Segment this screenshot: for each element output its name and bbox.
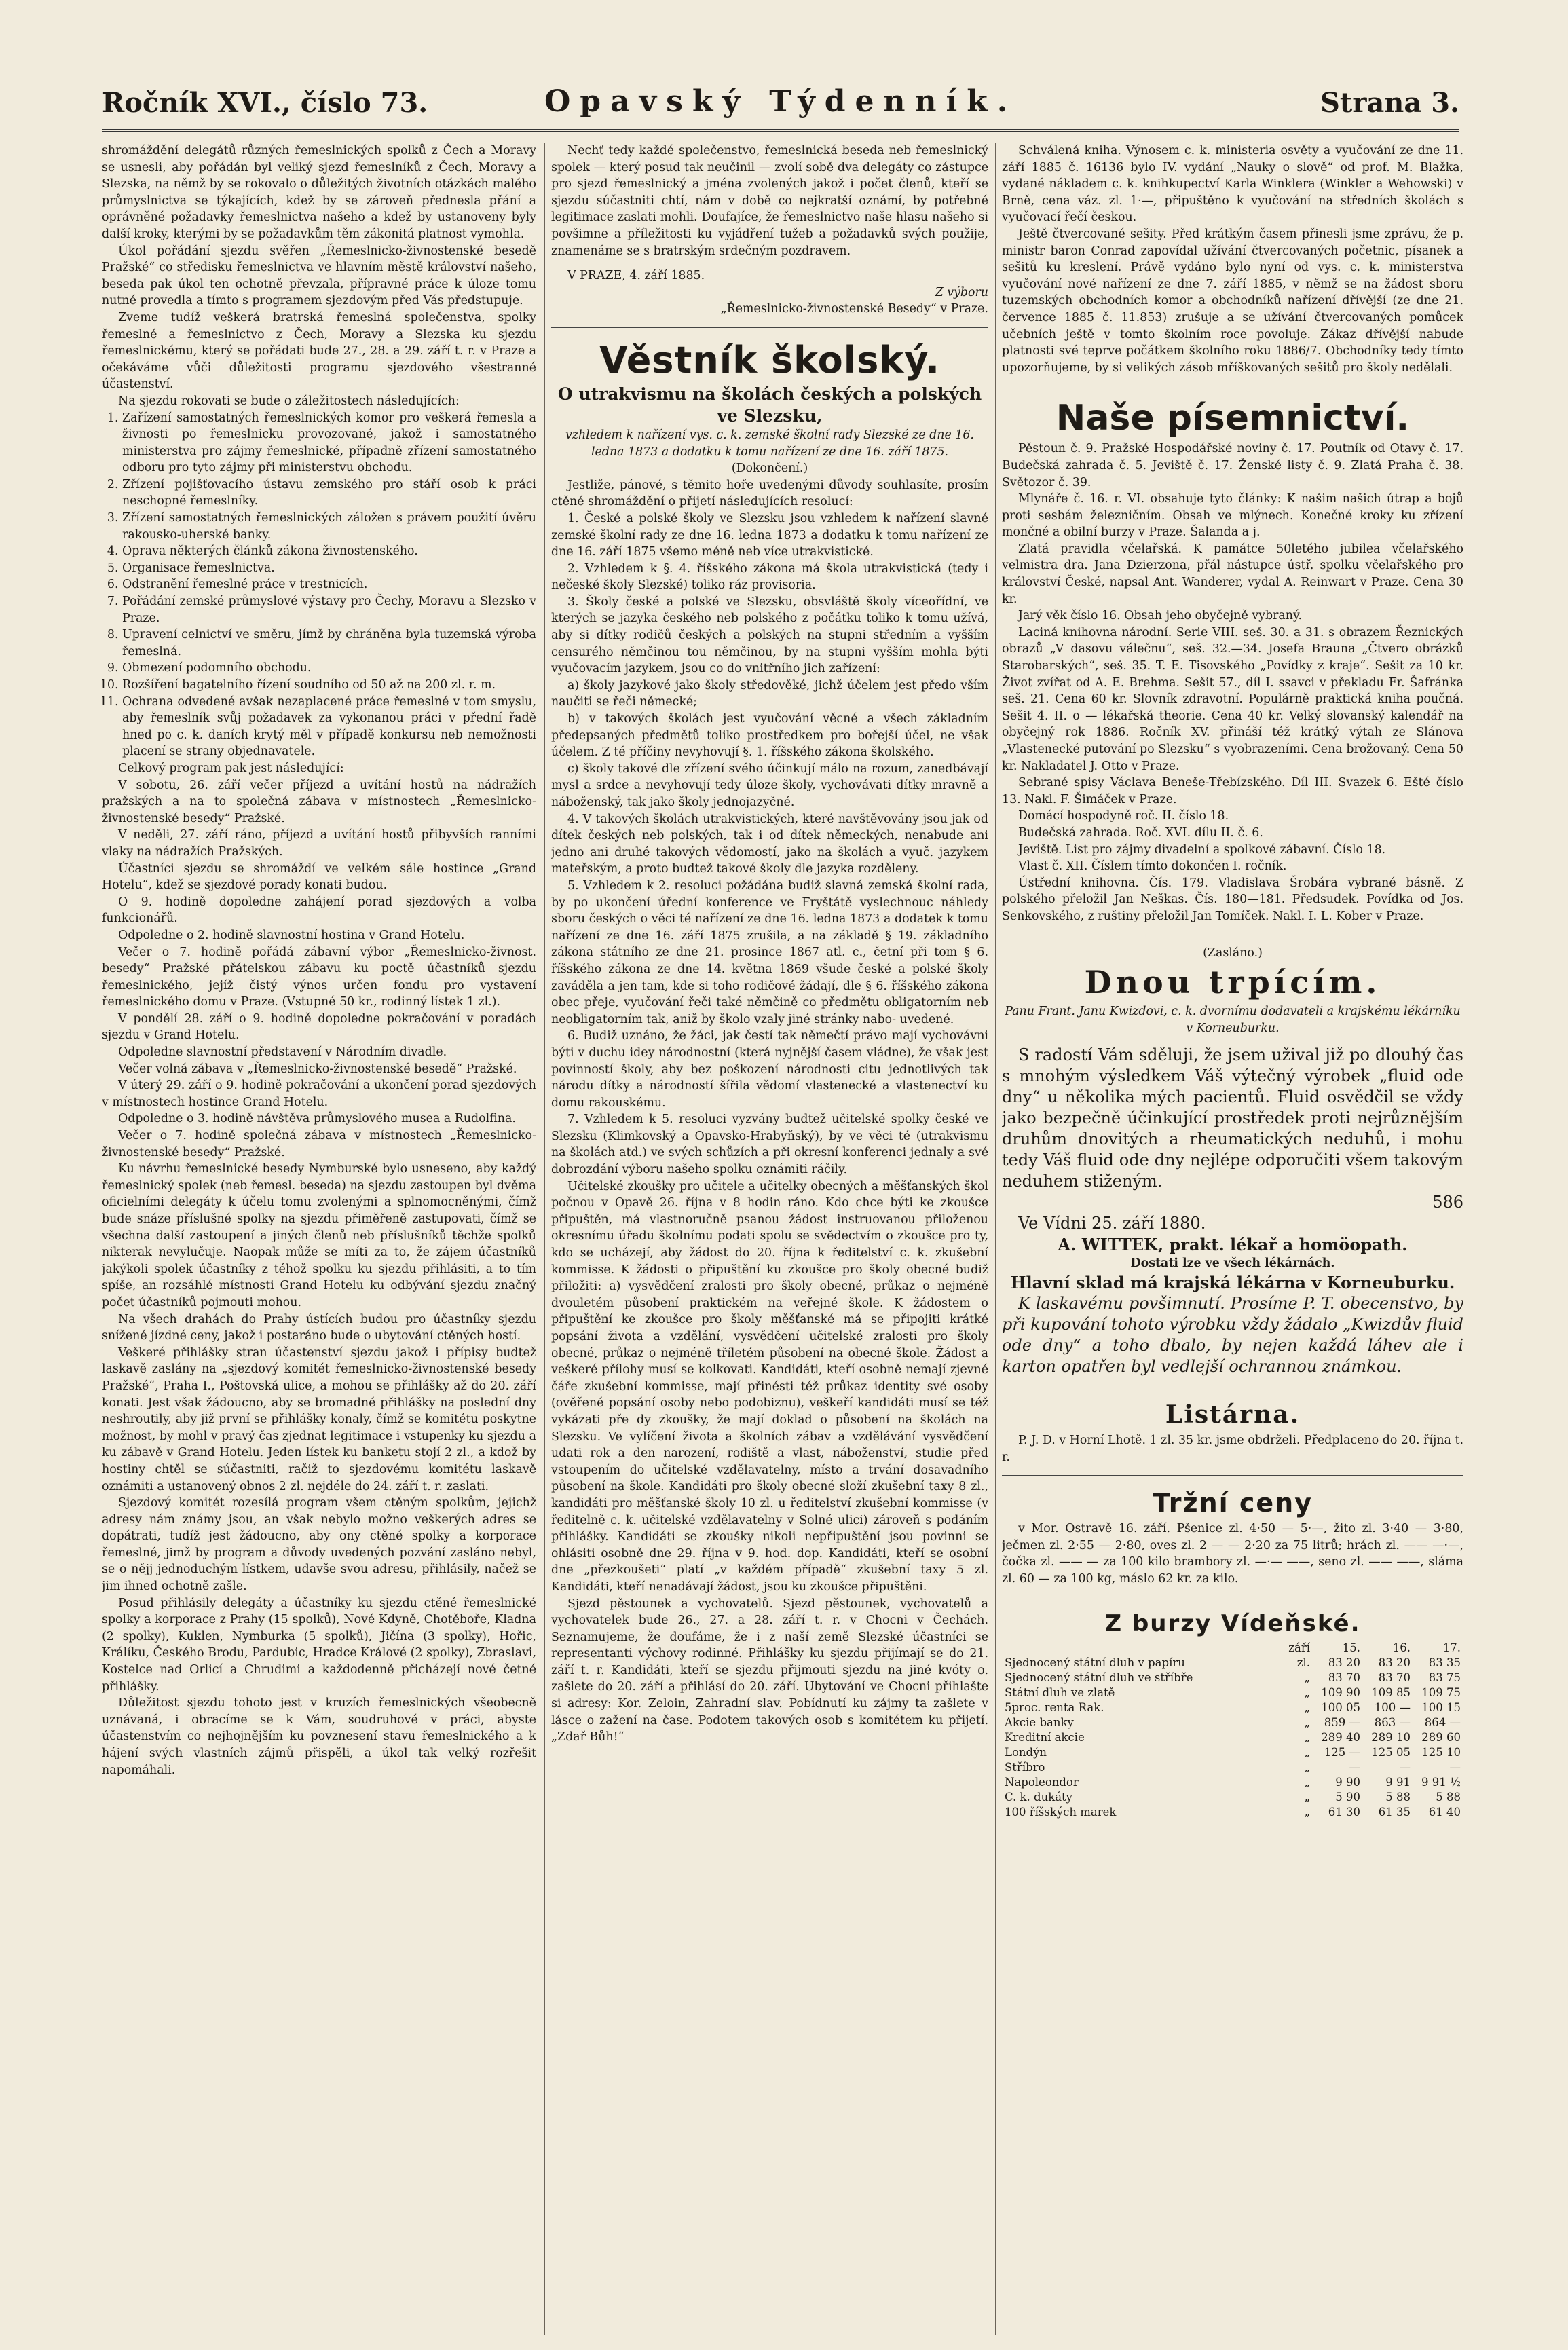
paragraph: v Mor. Ostravě 16. září. Pšenice zl. 4·50 — 5·—, žito zl. 3·40 — 3·80, ječmen zl. 2·55 — 2·80, oves zl. 2 — — 2·20 za 75 litrů; hrách zl. —— —·—, čočka zl. —— — za 100 kilo brambory zl. —·— ——, seno zl. —— ——, sláma zl. 60 — za 100 kg, máslo 62 kr. za kilo. bbox=[1002, 1522, 1463, 1586]
paragraph: 1. České a polské školy ve Slezsku jsou vzhledem k nařízení slavné zemské školní rady ze dne 16. ledna 1873 a dodatku k tomu nařízení ze dne 16. září 1875 všemo méně neb více utrakvistické. bbox=[551, 511, 988, 559]
list-item: 4. Oprava některých článků zákona živnostenského. bbox=[122, 543, 536, 560]
table-cell: „ bbox=[1304, 1716, 1310, 1730]
paragraph: 2. Vzhledem k §. 4. říšského zákona má škola utrakvistická (tedy i nečeské školy Slezské) toliko ráz provisoria. bbox=[551, 561, 988, 593]
table-cell: — bbox=[1449, 1761, 1461, 1774]
table-row bbox=[1002, 1700, 1463, 1715]
list-item: 9. Obmezení podomního obchodu. bbox=[122, 660, 536, 677]
table-row bbox=[1002, 1790, 1463, 1805]
stock-exchange-table bbox=[1002, 1641, 1463, 1820]
table-cell: 83 35 bbox=[1428, 1656, 1461, 1670]
paragraph: Nechť tedy každé společenstvo, řemeslnická beseda neb řemeslnický spolek — který posud tak neučinil — zvolí sobě dva delegáty co zástupce pro sjezd řemeslnický a jména zvolených jakož i počet členů, kteří se sjezdu súčastniti chtí, nám v době co nejkratší oznámí, by potřebné legitimace zaslati mohli. Doufajíce, že řemeslnictvo naše hlasu našeho si povšimne a příležitosti ku vyjádření tužeb a požadavků svých použije, znamenáme se s bratrským srdečným pozdravem. bbox=[551, 144, 988, 258]
table-cell: 859 — bbox=[1324, 1716, 1360, 1730]
table-row bbox=[1002, 1805, 1463, 1820]
table-cell: 61 40 bbox=[1428, 1806, 1461, 1819]
advert-notice: K laskavému povšimnutí. Prosíme P. T. obecenstvo, by při kupování tohoto výrobku vždy žádalo „Kwizdův fluid ode dny“ a toho dbalo, by nejen každá láhev ale i karton opatřen byl vedlejší ochrannou známkou. bbox=[1002, 1293, 1463, 1376]
list-item: 6. Odstranění řemeslné práce v trestnicích. bbox=[122, 576, 536, 593]
table-cell: Londýn bbox=[1005, 1746, 1047, 1759]
table-row bbox=[1002, 1730, 1463, 1745]
advert-date: Ve Vídni 25. září 1880. bbox=[1018, 1214, 1206, 1233]
issue-number: Ročník XVI., číslo 73. bbox=[102, 87, 428, 119]
paragraph: Odpoledne o 2. hodině slavnostní hostina v Grand Hotelu. bbox=[118, 928, 465, 942]
paragraph: Jestliže, pánové, s těmito hoře uvedenými důvody souhlasíte, prosím ctěné shromáždění o přijetí následujících resolucí: bbox=[551, 478, 988, 509]
table-cell: „ bbox=[1304, 1686, 1310, 1700]
paragraph: Večer volná zábava v „Řemeslnicko-živnostenské besedě“ Pražské. bbox=[118, 1062, 517, 1076]
table-cell: 109 75 bbox=[1421, 1686, 1461, 1700]
list-item: 10. Rozšíření bagatelního řízení soudního od 50 až na 200 zl. r. m. bbox=[122, 677, 536, 694]
paragraph: Jeviště. List pro zájmy divadelní a spolkové zábavní. Číslo 18. bbox=[1018, 842, 1386, 857]
paragraph: Sebrané spisy Václava Beneše-Třebízského. Díl III. Svazek 6. Ešté číslo 13. Nakl. F. Šimáček v Praze. bbox=[1002, 776, 1463, 806]
paragraph: Ústřední knihovna. Čís. 179. Vladislava Šrobára vybrané básně. Z polského přeložil Jan Neškas. Čís. 180—181. Předsudek. Povídka od Jos. Senkovského, z ruštiny přeložil Jan Tomíček. Nakl. I. L. Kober v Praze. bbox=[1002, 876, 1463, 923]
table-cell: 100 05 bbox=[1321, 1701, 1360, 1715]
table-cell: „ bbox=[1304, 1731, 1310, 1745]
column-divider bbox=[544, 143, 545, 2335]
paragraph: Jarý věk číslo 16. Obsah jeho obyčejně vybraný. bbox=[1018, 609, 1303, 623]
page-number: Strana 3. bbox=[1320, 87, 1459, 119]
paragraph: 5. Vzhledem k 2. resoluci požádána budiž slavná zemská školní rada, by po ukončení úřední konference ve Fryštátě vyslechnouc náhledy sboru českých o věci té nařízení ze dne 16. ledna 1873 a dodatek k tomu nařízení ze dne 16. září 1875 zrušila, a na základě § 19. základního zákona státního ze dne 21. prosince 1867 atl. c., četní při tom § 6. říšského zákona ze dne 14. května 1869 všude české a polské školy zaváděla a jen tam, kde si toho rodičové žádají, dle § 6. říšského zákona obec přeje, vyučování řeči také němčině co předmětu obligatorním neb neobligatorním tak, aniž by školo vzaly jiné stránky nabo- uvedené. bbox=[551, 878, 988, 1026]
advert-addressee: Panu Frant. Janu Kwizdovi, c. k. dvornímu dodavateli a krajskému lékárníku v Korneuburku. bbox=[1005, 1005, 1461, 1035]
table-cell: „ bbox=[1304, 1806, 1310, 1819]
table-header: 17. bbox=[1442, 1641, 1461, 1655]
column-3 bbox=[1002, 143, 1463, 2342]
advert-body: S radostí Vám sděluji, že jsem užival již po dlouhý čas s mnohým výsledkem Váš výtečný výrobek „fluid ode dny“ u několika mých pacientů. Fluid osvědčil se vždy jako bezpečně účinkující prostředek proti nejrůznějším druhům dnovitých a rheumatických neduhů, i mohu tedy Váš fluid ode dny nejlépe odporučiti všem takovým neduhem stiženým. bbox=[1002, 1045, 1463, 1191]
paragraph: Celkový program pak jest následující: bbox=[118, 761, 344, 775]
advert-signature: A. WITTEK, prakt. lékař a homöopath. bbox=[1058, 1235, 1408, 1255]
section-rule bbox=[551, 327, 988, 328]
paragraph: b) v takových školách jest vyučování věcné a všech základním předepsaných předmětů toliko prostředkem pro bořejší účel, ne však účelem. Z té příčiny nevyhovují §. 1. říšského zákona školského. bbox=[551, 712, 988, 760]
agenda-list bbox=[102, 410, 536, 760]
list-item: 5. Organisace řemeslnictva. bbox=[122, 560, 536, 577]
paragraph: Účastníci sjezdu se shromáždí ve velkém sále hostince „Grand Hotelu“, kdež se sjezdové porady konati budou. bbox=[102, 861, 536, 893]
table-cell: Napoleondor bbox=[1005, 1776, 1079, 1789]
continuation-note: (Dokončení.) bbox=[731, 462, 808, 476]
table-cell: 5 90 bbox=[1335, 1791, 1360, 1804]
table-cell: „ bbox=[1304, 1761, 1310, 1774]
paragraph: Laciná knihovna národní. Serie VIII. seš. 30. a 31. s obrazem Řeznických obrazů „V dasovu válečnu“, seš. 32.—34. Josefa Brauna „Čtvero obrázků Starobarských“, seš. 35. T. E. Tisovského „Povídky z kraje“. Sešit za 10 kr. Život zvířat od A. E. Brehma. Sešit 57., díl I. ssavci v překladu Fr. Šafránka seš. 21. Cena 60 kr. Slovník zdravotní. Populárně praktická kniha poučná. Sešit 4. II. o — lékařská theorie. Cena 40 kr. Velký slovanský kalendář na obyčejný rok 1886. Ročník XV. přináší též krátký výtah ze Slánova „Vlastenecké putování po Slezsku“ s vyobrazeními. Cena brožovaný. Cena 50 kr. Nakladatel J. Otto v Praze. bbox=[1002, 625, 1463, 773]
table-cell: 863 — bbox=[1374, 1716, 1411, 1730]
paragraph: Schválená kniha. Výnosem c. k. ministeria osvěty a vyučování ze dne 11. září 1885 č. 16136 bylo IV. vydání „Nauky o slově“ od prof. M. Blažka, vydané nákladem c. k. knihkupectví Karla Winklera (Winkler a Wehowski) v Brně, cena váz. zl. 1·—, připuštěno k vyučování na středních školách s vyučovací řečí českou. bbox=[1002, 144, 1463, 225]
paragraph: Ku návrhu řemeslnické besedy Nymburské bylo usneseno, aby každý řemeslnický spolek (neb řemesl. beseda) na sjezdu zastoupen byl dvěma oficielními delegáty k účelu tomu zvolenými a splnomocněnými, čímž bude snáze příslušné spolky na sjezdu přiměřeně zastupovati, čímž se všechna další zastoupení a jiných členů neb příslušníků těchže spolků nikterak nevylučuje. Naopak může se míti za to, že zájem účastníků jakýkoli spolek účastníky z téhož spolku ku sjezdu přihlásiti, a to tím spíše, an rozsáhlé místnosti Grand Hotelu ku odbývání sjezdu značný počet účastníků pojmouti mohou. bbox=[102, 1162, 536, 1309]
advert-title: Dnou trpícím. bbox=[1084, 964, 1381, 1001]
paragraph: 4. V takových školách utrakvistických, které navštěvovány jsou jak od dítek českých neb polských, tak i od dítek německých, nenabude ani jedno ani druhé takových vědomostí, jako na školách a vyuč. jazykem mateřským, a proto budtež takové školy dle jazyka rozděleny. bbox=[551, 812, 988, 876]
signature: Z výboru bbox=[935, 285, 988, 299]
paragraph: O 9. hodině dopoledne zahájení porad sjezdových a volba funkcionářů. bbox=[102, 895, 536, 926]
table-cell: 83 20 bbox=[1328, 1656, 1360, 1670]
table-cell: 83 20 bbox=[1378, 1656, 1411, 1670]
table-row bbox=[1002, 1715, 1463, 1730]
paragraph: Sjezd pěstounek a vychovatelů. Sjezd pěstounek, vychovatelů a vychovatelek bude 26., 27. a 28. září t. r. v Chocni v Čechách. Seznamujeme, že doufáme, že i z naší země Slezské účastníci se representanti výchovy rodinné. Přihlášky ku sjezdu přijímají se do 21. září t. r. Kandidáti, kteří se sjezdu přijmouti sjezdu na jiné kvóty o. zašlete do 20. září a přihlásí do 20. září. Ubytování ve Chocni přihlašte si adresy: Kor. Zeloin, Zahradní slav. Pobídnutí ku zájmy ta zašlete v lásce o zažení na čase. Podotem takových osob s komitétem ku přijetí. „Zdař Bůh!“ bbox=[551, 1597, 988, 1745]
list-item: 1. Zařízení samostatných řemeslnických komor pro veškerá řemesla a živnosti po řemeslnicku provozované, jakož i samostatného ministerstva pro zájmy řemeslnické, případně zřízení samostatného odboru pro tyto zájmy při ministerstvu obchodu. bbox=[122, 410, 536, 477]
paragraph: Veškeré přihlášky stran účastenství sjezdu jakož i přípisy budtež laskavě zaslány na „sjezdový komitét řemeslnicko-živnostenské besedy Pražské“, Praha I., Poštovská ulice, a mohou se přihlášky až do 20. září konati. Jest však žádoucno, aby se bromadné přihlášky na poslední dny neshroutily, aby již první se přihlášky konaly, čímž se komitétu poskytne možnost, by mohl v pravý čas zjednat legitimace i vstupenky ku sjezdu a ku zábavě v Grand Hotelu. Jeden lístek ku banketu stojí 2 zl., a kdož by hostiny chtěl se súčastniti, račiž to sjezdovému komitétu laskavě oznámiti a ustanovený obnos 2 zl. nejdéle do 24. září t. r. zaslati. bbox=[102, 1345, 536, 1493]
paragraph: V neděli, 27. září ráno, příjezd a uvítání hostů přibyvších ranními vlaky na nádražích Pražských. bbox=[102, 828, 536, 859]
paragraph: Učitelské zkoušky pro učitele a učitelky obecných a měšťanských škol počnou v Opavě 26. října v 8 hodin ráno. Kdo chce býti ke zkoušce připuštěn, má vlastnoručně psanou žádost instruovanou přiloženou okresnímu úřadu školnímu podati spolu se svědectvím o zkoušce pro ty, kdo se ucházejí, aby žádost do 20. října k ředitelství c. k. zkušební kommisse. K žádosti o připuštění ku zkoušce pro školy obecné budiž přiložiti: a) vysvědčení zralosti pro školy obecné, průkaz o nejméně dvouletém působení praktickém na veřejné škole. K žádostem o připuštění ke zkoušce pro školy měšťanské má se připojiti krátké popsání života a vzdělání, vysvědčení učitelské zralosti pro školy obecné, průkaz o nejméně tříletém působení na obecné škole. Žádost a veškeré přílohy musí se kolkovati. Kandidáti, kteří osobně nemají zjevné čáře zkušební kommisse, mají přinésti též průkaz identity své osoby (ověřené popsání osoby nebo podobiznu), veškeří kandidáti musí se též vykázati pře dy zkoušky, že mají doklad o působení na školách na Slezsku. Ve vylíčení života a školních zábav a vzdělávání vysvědčení udati rok a den narození, rodiště a vlast, náboženství, studie před vstoupením do učitelské vzdělavatelny, místo a trvání dosavadního působení na škole. Kandidáti pro školy obecné složí zkušební taxy 8 zl., kandidáti pro měšťanské školy 10 zl. u ředitelství zkušební kommisse (v ředitelně c. k. učitelské vzdělavatelny v Solné ulici) zároveň s podáním přihlášky. Kandidáti se zkoušky nikoli nepřipuštění jsou povinni se ohlásiti osobně dne 29. října v 9. hod. dop. Kandidáti, kteří se osobní dne „přezkoušeti“ platí „v každém případě“ zkušební taxy 5 zl. Kandidáti, kteří nenadávají žádost, jsou ku zkoušce připuštěni. bbox=[551, 1179, 988, 1594]
dateline: V PRAZE, 4. září 1885. bbox=[567, 269, 705, 283]
table-cell: 100 15 bbox=[1421, 1701, 1461, 1715]
paragraph: Na sjezdu rokovati se bude o záležitostech následujících: bbox=[118, 394, 460, 408]
table-cell: 289 40 bbox=[1321, 1731, 1360, 1745]
section-title: Tržní ceny bbox=[1152, 1488, 1313, 1518]
paragraph: 7. Vzhledem k 5. resoluci vyzvány budtež učitelské spolky české ve Slezsku (Klimkovský a Opavsko-Hrabyňský), by ve věci té (utrakvismu na školách atd.) ve svých schůzích a při okresní konferenci jednaly a své dobrozdání výboru našeho spolku oznámiti ráčily. bbox=[551, 1113, 988, 1177]
table-cell: 864 — bbox=[1424, 1716, 1461, 1730]
paragraph: Zveme tudíž veškerá bratrská řemeslná společenstva, spolky řemeslné a řemeslnictvo z Čech, Moravy a Slezska ku sjezdu řemeslnickému, který se pořádati bude 27., 28. a 29. září t. r. v Praze a očekáváme vůči důležitosti programu sjezdového všestranné účastenství. bbox=[102, 310, 536, 392]
paragraph: Na všech drahách do Prahy ústících budou pro účastníky sjezdu snížené jízdné ceny, jakož i postaráno bude o ubytování ctěných hostí. bbox=[102, 1312, 536, 1343]
paragraph: Večer o 7. hodině společná zábava v místnostech „Řemeslnicko-živnostenské besedy“ Pražské. bbox=[102, 1129, 536, 1159]
advert-warehouse: Hlavní sklad má krajská lékárna v Korneuburku. bbox=[1010, 1272, 1455, 1292]
table-row bbox=[1002, 1656, 1463, 1671]
paragraph: V pondělí 28. září o 9. hodině dopoledne pokračování v poradách sjezdu v Grand Hotelu. bbox=[102, 1011, 536, 1043]
column-2 bbox=[551, 143, 988, 2342]
signature: „Řemeslnicko-živnostenské Besedy“ v Praze. bbox=[720, 302, 988, 316]
table-header: září bbox=[1288, 1641, 1310, 1655]
table-cell: C. k. dukáty bbox=[1005, 1791, 1072, 1804]
table-row bbox=[1002, 1745, 1463, 1760]
sent-in-label: (Zasláno.) bbox=[1203, 946, 1263, 960]
table-cell: 125 — bbox=[1324, 1746, 1360, 1759]
list-item: 2. Zřízení pojišťovacího ústavu zemského pro stáří osob k práci neschopné řemeslníky. bbox=[122, 477, 536, 510]
table-cell: Akcie banky bbox=[1005, 1716, 1074, 1730]
table-cell: 9 91 ½ bbox=[1421, 1776, 1461, 1789]
table-cell: Sjednocený státní dluh ve stříbře bbox=[1005, 1671, 1193, 1685]
paragraph: Vlast č. XII. Číslem tímto dokončen I. ročník. bbox=[1018, 859, 1287, 874]
paragraph: Posud přihlásily delegáty a účastníky ku sjezdu ctěné řemeslnické spolky a korporace z Prahy (15 spolků), Nové Kdyně, Chotěboře, Kladna (2 spolky), Kuklen, Nymburka (5 spolků), Jičína (3 spolky), Hořic, Králíku, Českého Brodu, Pardubic, Hradce Králové (2 spolky), Zbraslavi, Kostelce nad Orlicí a Chrudimi a každodenně přicházejí nové četné přihlášky. bbox=[102, 1596, 536, 1694]
table-cell: Státní dluh ve zlatě bbox=[1005, 1686, 1115, 1700]
paragraph: P. J. D. v Horní Lhotě. 1 zl. 35 kr. jsme obdrželi. Předplaceno do 20. října t. r. bbox=[1002, 1433, 1463, 1464]
table-cell: 5 88 bbox=[1436, 1791, 1461, 1804]
table-header: 15. bbox=[1342, 1641, 1360, 1655]
table-cell: 100 — bbox=[1374, 1701, 1411, 1715]
paragraph: Ještě čtvercované sešity. Před krátkým časem přinesli jsme zprávu, že p. ministr baron Conrad zapovídal užívání čtvercovaných početnic, písanek a sešitů ku kreslení. Právě vydáno bylo nyní od vys. c. k. ministerstva vyučování nové nařízení ze dne 7. září 1885, v němž se na žádost sboru tuzemských obchodních komor a obchodníků nařízení dřívější (ze dne 21. července 1885 č. 11.853) zrušuje a se užívání čtvercovaných pomůcek učebních ještě v tomto školním roce povoluje. Zákaz dřívější nabude platnosti své teprve počátkem školního roku 1886/7. Obchodníky tedy tímto upozorňujeme, by si velikých zásob mříškovaných sešitů pro školy nedělali. bbox=[1002, 227, 1463, 375]
table-header-row bbox=[1002, 1641, 1463, 1656]
table-cell: 109 90 bbox=[1321, 1686, 1360, 1700]
list-item: 11. Ochrana odvedené avšak nezaplacené práce řemeslné v tom smyslu, aby řemeslník svůj požadavek za vykonanou práci v přední řadě hned po c. k. daních krytý měl v případě konkursu neb nemožnosti placení se strany objednavatele. bbox=[122, 694, 536, 760]
section-title: Z burzy Vídeňské. bbox=[1104, 1610, 1361, 1638]
table-cell: — bbox=[1349, 1761, 1360, 1774]
paragraph: Zlatá pravidla včelařská. K památce 50letého jubilea včelařského velmistra dra. Jana Dzierzona, přál nástupce ústř. spolku včelařského pro království České, napsal Ant. Wanderer, vydal A. Reinwart v Praze. Cena 30 kr. bbox=[1002, 542, 1463, 606]
table-row bbox=[1002, 1685, 1463, 1700]
table-cell: 5 88 bbox=[1385, 1791, 1411, 1804]
paragraph: Důležitost sjezdu tohoto jest v kruzích řemeslnických všeobecně uznávaná, i obracíme se k Vám, soudruhové v práci, abyste účastenstvím co nejhojnějším ku povznesení stavu řemeslnického a k hájení svých vlastních zájmů přispěli, a úkol tak velký rozřešit napomáhali. bbox=[102, 1696, 536, 1777]
table-cell: „ bbox=[1304, 1746, 1310, 1759]
paragraph: 3. Školy české a polské ve Slezsku, obsvláště školy víceořídní, ve kterých se jazyka českého neb polského z počátku toliko k tomu užívá, aby si dítky rodičů českých a polských na stupni středním a vyšším censurého němčinou tou němčinou, by na stupni vyšším mohla býti vyučovacím jazykem, jsou co do vnitřního jich zařízení: bbox=[551, 595, 988, 676]
paragraph: a) školy jazykové jako školy středověké, jichž účelem jest předo vším naučiti se řeči německé; bbox=[551, 678, 988, 709]
list-item: 8. Upravení celnictví ve směru, jímž by chráněna byla tuzemská výroba řemeslná. bbox=[122, 627, 536, 660]
table-cell: 100 říšských marek bbox=[1005, 1806, 1117, 1819]
table-cell: 109 85 bbox=[1371, 1686, 1411, 1700]
list-item: 3. Zřízení samostatných řemeslnických záložen s právem použití úvěru rakousko-uherské banky. bbox=[122, 510, 536, 543]
paragraph: Domácí hospodyně roč. II. číslo 18. bbox=[1018, 809, 1229, 823]
table-cell: „ bbox=[1304, 1701, 1310, 1715]
table-cell: „ bbox=[1304, 1791, 1310, 1804]
header-rule bbox=[102, 129, 1459, 132]
page-header bbox=[102, 81, 1459, 129]
paragraph: Mlynáře č. 16. r. VI. obsahuje tyto články: K našim našich útrap a bojů proti sesbám železničním. Obsah ve mlýnech. Konečné kroky ku zřízení mončné a obilní burzy v Praze. Šalanda a j. bbox=[1002, 492, 1463, 540]
advert-availability: Dostati lze ve všech lékárnách. bbox=[1130, 1256, 1335, 1271]
table-cell: 125 10 bbox=[1421, 1746, 1461, 1759]
paragraph: Odpoledne slavnostní představení v Národním divadle. bbox=[118, 1045, 447, 1060]
paragraph: Večer o 7. hodině pořádá zábavní výbor „Řemeslnicko-živnost. besedy“ Pražské přátelskou zábavu ku poctě účastníků sjezdu řemeslnického, jejíž čistý výnos určen fondu pro vystavení řemeslnického domu v Praze. (Vstupné 50 kr., rodinný lístek 1 zl.). bbox=[102, 945, 536, 1009]
table-cell: „ bbox=[1304, 1776, 1310, 1789]
table-cell: Stříbro bbox=[1005, 1761, 1045, 1774]
paragraph: Úkol pořádání sjezdu svěřen „Řemeslnicko-živnostenské besedě Pražské“ co středisku řemeslnictva ve hlavním městě království našeho, beseda pak úkol ten ochotně převzala, přípravné práce k úloze tomu nutné provedla a tímto s programem sjezdovým před Vás předstupuje. bbox=[102, 244, 536, 308]
table-cell: 61 35 bbox=[1378, 1806, 1411, 1819]
paragraph: Sjezdový komitét rozesílá program všem ctěným spolkům, jejichž adresy nám známy jsou, an však nebylo možno veškerých adres se dopátrati, tudíž jest žádoucno, aby ony ctěné spolky a korporace řemeslné, jimž by program a důvody uvedených pozvání zasláno nebyl, se o nějj jednoduchým lístkem, udavše svou adresu, přihlásily, načež se jim ihned ochotně zašle. bbox=[102, 1496, 536, 1594]
list-item: 7. Pořádání zemské průmyslové výstavy pro Čechy, Moravu a Slezsko v Praze. bbox=[122, 593, 536, 627]
paragraph: shromáždění delegátů různých řemeslnických spolků z Čech a Moravy se usnesli, aby pořádán byl veliký sjezd řemeslníků z Čech, Moravy a Slezska, na němž by se rokovalo o důležitých životních otázkách malého průmyslnictva se týkajících, kdež by se zároveň přednesla přání a oprávněné požadavky řemeslnictva našeho a kdež by ustanoveny byly další kroky, kterými by se požadavkům těm zákonitá platnost vymohla. bbox=[102, 144, 536, 241]
table-cell: 83 70 bbox=[1378, 1671, 1411, 1685]
paragraph: 6. Budiž uznáno, že žáci, jak čestí tak němečtí právo mají vychovávni býti v duchu idey národnostní (která nyjnější časem vládne), že však jest povinností školy, aby bez poškození národnosti citu jednotlivých tak národu dítky a národností šířila vědomí vlastenecké a vlastenectví ku domu rakouskému. bbox=[551, 1029, 988, 1110]
paragraph: Pěstoun č. 9. Pražské Hospodářské noviny č. 17. Poutník od Otavy č. 17. Budečská zahrada č. 5. Jeviště č. 17. Ženské listy č. 9. Zlatá Praha č. 38. Světozor č. 39. bbox=[1002, 442, 1463, 489]
paragraph: V sobotu, 26. září večer příjezd a uvítání hostů na nádražích pražských a na to společná zábava v místnostech „Řemeslnicko-živnostenské besedy“ Pražské. bbox=[102, 778, 536, 825]
section-title: Naše písemnictví. bbox=[1056, 398, 1410, 439]
article-title: O utrakvismu na školách českých a polských ve Slezsku, bbox=[557, 384, 982, 426]
table-row bbox=[1002, 1671, 1463, 1685]
paragraph: Odpoledne o 3. hodině návštěva průmyslového musea a Rudolfina. bbox=[118, 1112, 516, 1126]
table-row bbox=[1002, 1760, 1463, 1775]
table-cell: 9 91 bbox=[1385, 1776, 1411, 1789]
section-rule bbox=[1002, 1475, 1463, 1476]
table-cell: zl. bbox=[1296, 1656, 1310, 1670]
section-title: Věstník školský. bbox=[599, 338, 941, 381]
table-cell: 125 05 bbox=[1371, 1746, 1411, 1759]
paragraph: Budečská zahrada. Roč. XVI. dílu II. č. 6. bbox=[1018, 825, 1263, 840]
column-divider bbox=[995, 143, 996, 2335]
table-cell: 5proc. renta Rak. bbox=[1005, 1701, 1104, 1715]
table-cell: — bbox=[1399, 1761, 1411, 1774]
table-cell: 289 10 bbox=[1371, 1731, 1411, 1745]
table-cell: 289 60 bbox=[1421, 1731, 1461, 1745]
paragraph: V úterý 29. září o 9. hodině pokračování a ukončení porad sjezdových v místnostech hostince Grand Hotelu. bbox=[102, 1079, 536, 1109]
table-cell: 61 30 bbox=[1328, 1806, 1360, 1819]
advert-number: 586 bbox=[1432, 1193, 1463, 1212]
table-header: 16. bbox=[1392, 1641, 1411, 1655]
newspaper-title: Opavský Týdenník. bbox=[544, 84, 1018, 119]
table-cell: 9 90 bbox=[1335, 1776, 1360, 1789]
article-subtitle: vzhledem k nařízení vys. c. k. zemské školní rady Slezské ze dne 16. ledna 1873 a dodatku k tomu nařízení ze dne 16. září 1875. bbox=[565, 428, 974, 459]
table-row bbox=[1002, 1775, 1463, 1790]
table-cell: 83 70 bbox=[1328, 1671, 1360, 1685]
table-cell: „ bbox=[1304, 1671, 1310, 1685]
table-cell: Kreditní akcie bbox=[1005, 1731, 1085, 1745]
column-1 bbox=[102, 143, 536, 2342]
section-title: Listárna. bbox=[1165, 1400, 1301, 1429]
paragraph: c) školy takové dle zřízení svého účinkují málo na rozum, zanedbávají mysl a srdce a nevyhovují tedy úloze školy, vychovávati dítky mravně a náboženský, tak jako školy jednojazyčné. bbox=[551, 762, 988, 809]
table-cell: Sjednocený státní dluh v papíru bbox=[1005, 1656, 1185, 1670]
table-cell: 83 75 bbox=[1428, 1671, 1461, 1685]
